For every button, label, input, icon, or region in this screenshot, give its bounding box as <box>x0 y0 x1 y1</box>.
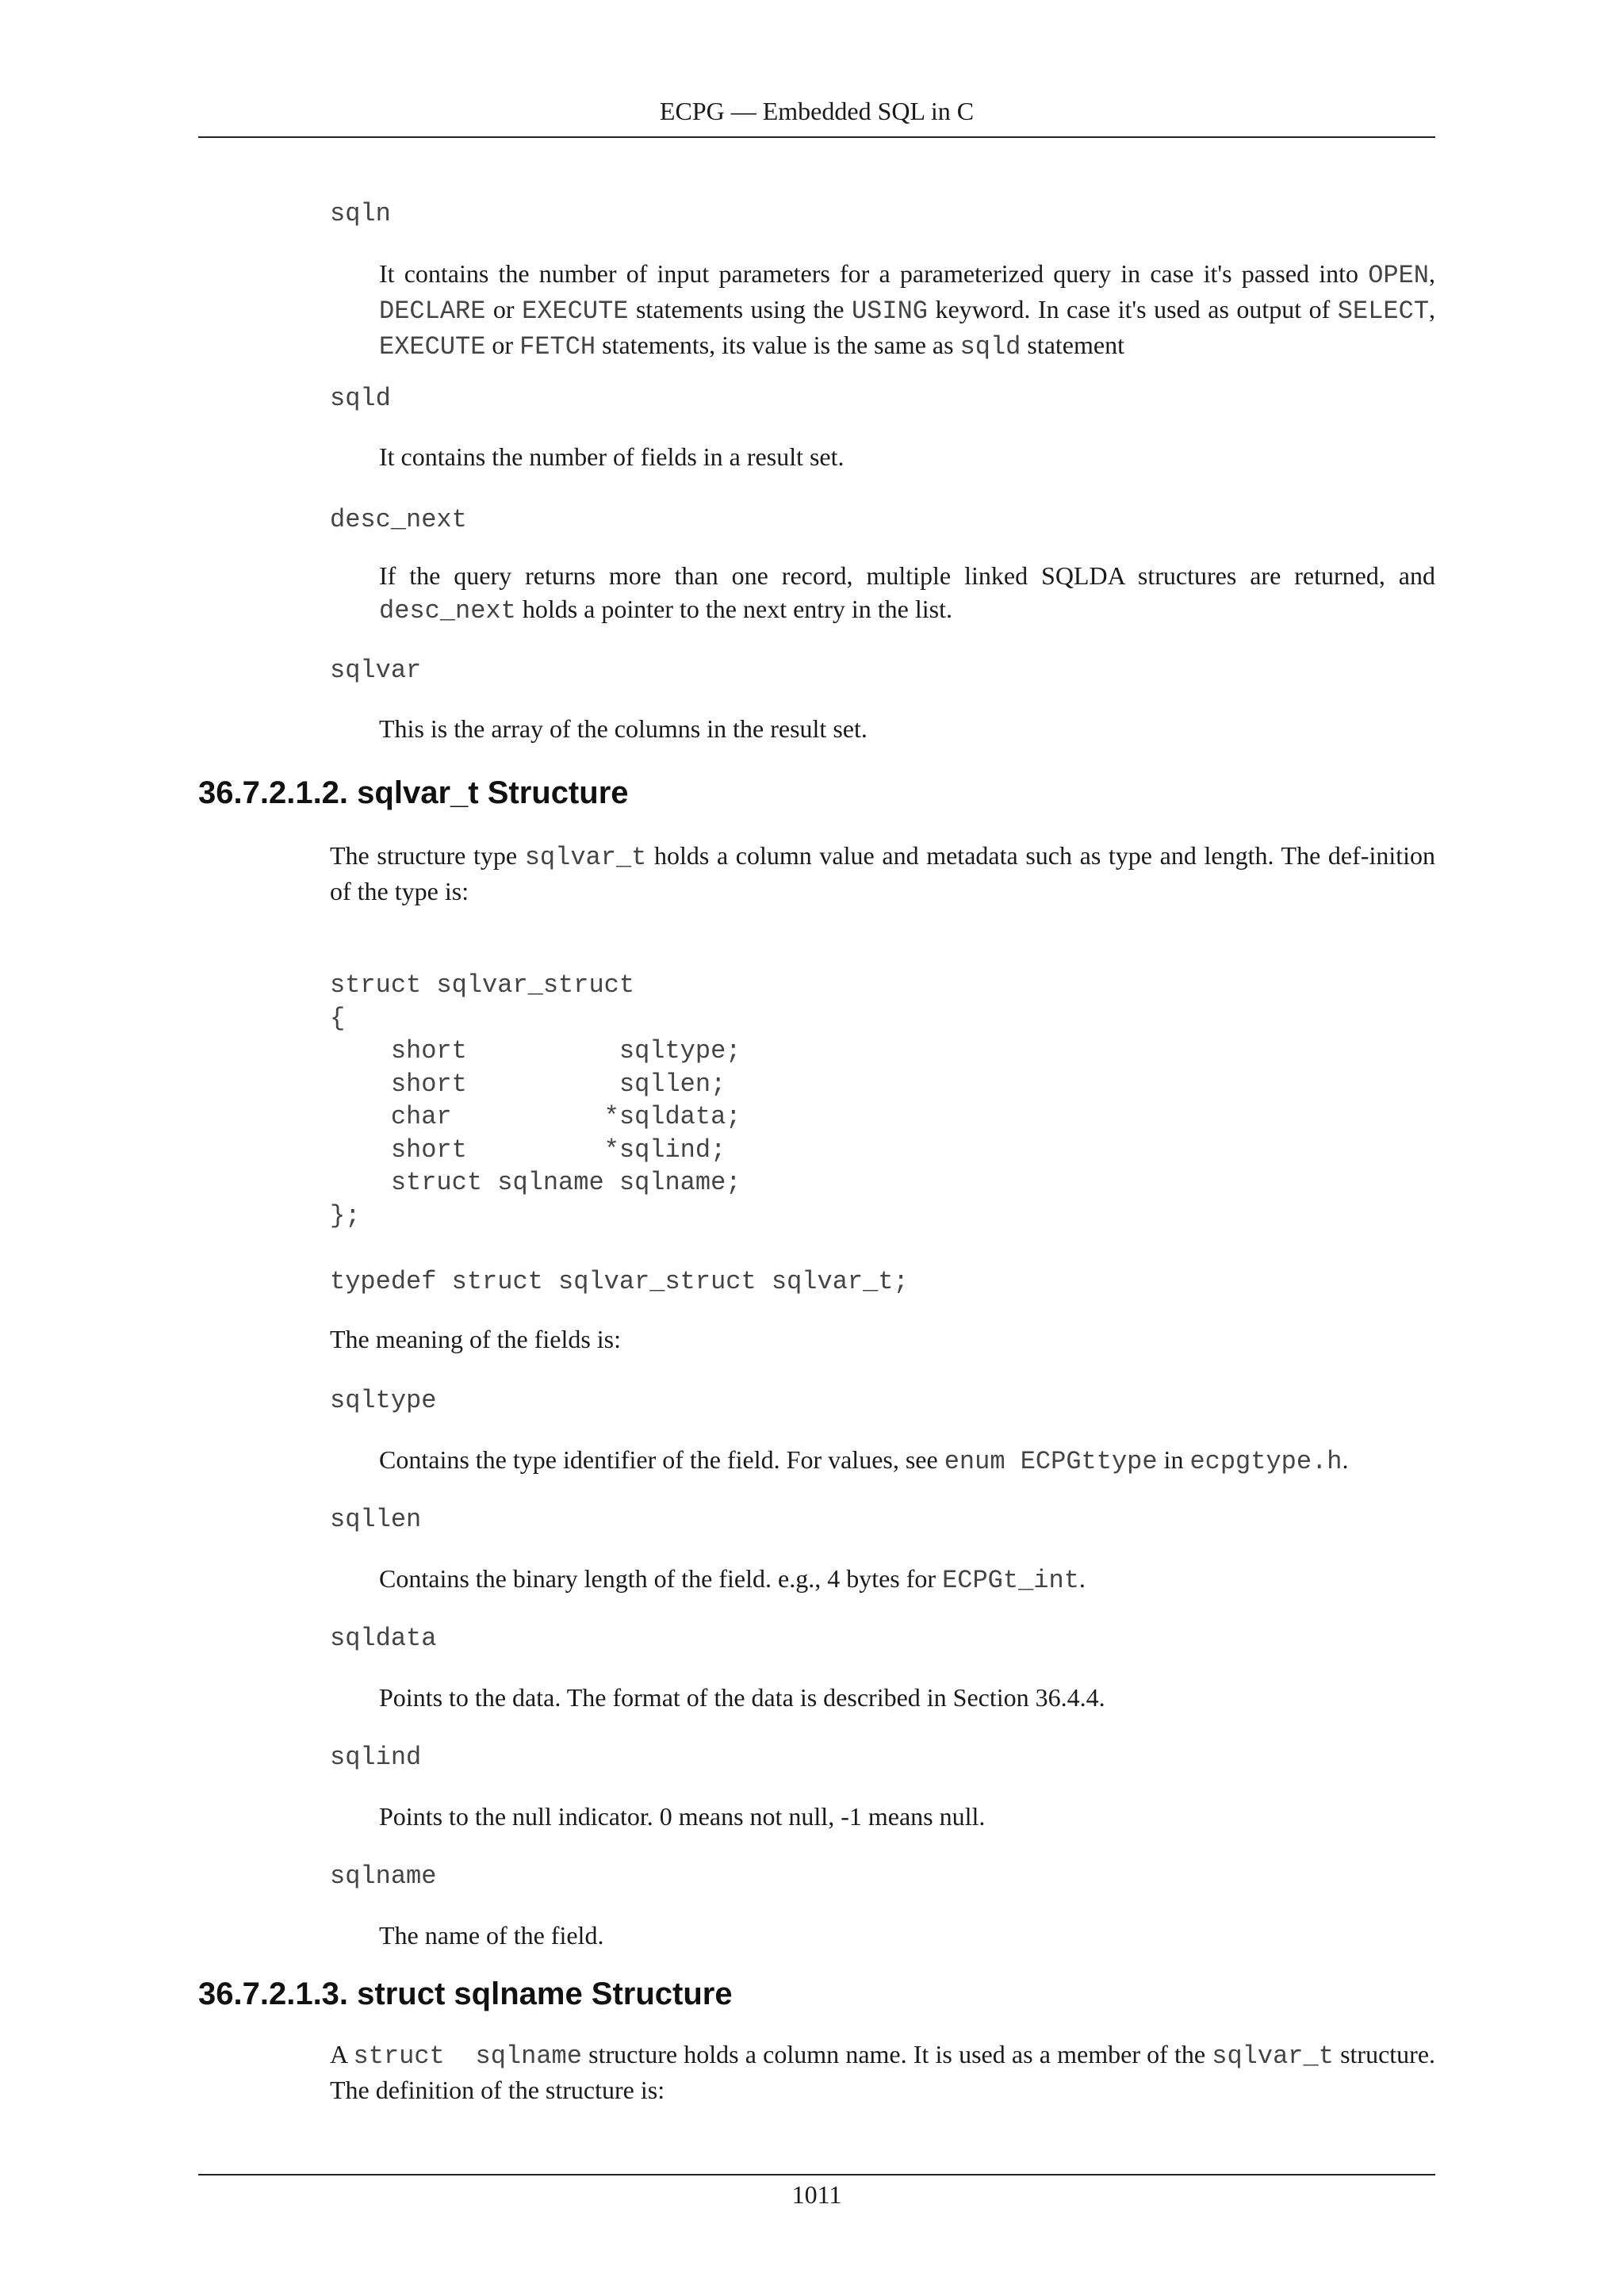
code-sqlvar-t: sqlvar_t <box>524 843 647 872</box>
code-ecpgt-int: ECPGt_int <box>942 1566 1079 1595</box>
code-using: USING <box>851 297 928 326</box>
term-sqllen: sqllen <box>330 1505 422 1534</box>
term-sqlvar: sqlvar <box>330 656 422 685</box>
code-ecpgtype-h: ecpgtype.h <box>1189 1447 1342 1476</box>
term-sqlname: sqlname <box>330 1862 437 1891</box>
code-sqld: sqld <box>959 332 1021 362</box>
code-open: OPEN <box>1368 261 1429 290</box>
code-select: SELECT <box>1337 297 1430 326</box>
term-sqlind: sqlind <box>330 1743 422 1772</box>
term-sqltype: sqltype <box>330 1386 437 1415</box>
desc-sqltype: Contains the type identifier of the field. For values, see enum ECPGttype in ecpgtype.h. <box>379 1445 1349 1476</box>
code-fetch: FETCH <box>519 332 596 362</box>
desc-sqlind: Points to the null indicator. 0 means not null, -1 means null. <box>379 1802 986 1831</box>
desc-sqlvar: This is the array of the columns in the result set. <box>379 714 868 743</box>
desc-sqld: It contains the number of fields in a result set. <box>379 442 845 471</box>
code-desc-next: desc_next <box>379 596 516 626</box>
code-declare: DECLARE <box>379 297 486 326</box>
desc-sqlname: The name of the field. <box>379 1921 604 1950</box>
desc-sqldata: Points to the data. The format of the data is described in Section 36.4.4. <box>379 1683 1105 1712</box>
sqlname-intro: A struct sqlname structure holds a column name. It is used as a member of the sqlvar_t structure. The definition of the structure is: <box>330 2040 1436 2104</box>
term-sqln: sqln <box>330 199 391 228</box>
code-execute-2: EXECUTE <box>379 332 486 362</box>
page-number: 1011 <box>791 2180 842 2209</box>
code-sqlvar-t-2: sqlvar_t <box>1212 2042 1334 2071</box>
desc-sqllen: Contains the binary length of the field. e.g., 4 bytes for ECPGt_int. <box>379 1564 1086 1595</box>
code-enum-ecpgttype: enum ECPGttype <box>944 1447 1158 1476</box>
desc-sqln: It contains the number of input parameters for a parameterized query in case it's passed into OPEN, DECLARE or EXECUTE statements using the USING keyword. In case it's used as output of SELECT, EXECUTE or FETCH statements, its value is the same as sqld statement <box>379 259 1436 362</box>
section-heading-sqlname: 36.7.2.1.3. struct sqlname Structure <box>198 1976 733 2011</box>
term-sqld: sqld <box>330 384 391 413</box>
term-desc-next: desc_next <box>330 505 467 534</box>
code-struct-sqlname: struct sqlname <box>353 2042 582 2071</box>
term-sqldata: sqldata <box>330 1624 437 1653</box>
footer-rule <box>198 2174 1435 2175</box>
code-block-sqlvar-struct: struct sqlvar_struct { short sqltype; short sqllen; char *sqldata; short *sqlind; struct sqlname sqlname; }; typedef struct sqlvar_struct sqlvar_t; <box>330 970 909 1296</box>
code-execute: EXECUTE <box>522 297 629 326</box>
page-header: ECPG — Embedded SQL in C <box>659 97 975 125</box>
fields-meaning: The meaning of the fields is: <box>330 1325 622 1353</box>
desc-desc-next: If the query returns more than one record, multiple linked SQLDA structures are returned, and desc_next holds a pointer to the next entry in the list. <box>379 561 1435 626</box>
section-heading-sqlvar: 36.7.2.1.2. sqlvar_t Structure <box>198 775 629 810</box>
sqlvar-intro: The structure type sqlvar_t holds a column value and metadata such as type and length. The def-inition of the type is: <box>330 841 1436 905</box>
